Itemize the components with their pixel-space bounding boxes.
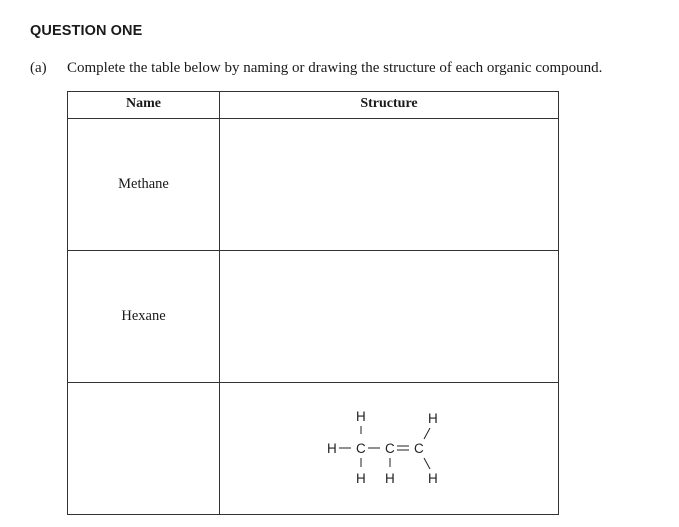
bond-h-c3-top [424, 428, 430, 439]
question-heading: QUESTION ONE [30, 23, 143, 39]
atom-h-bottom-2: H [385, 471, 395, 486]
atom-c3: C [414, 441, 424, 456]
column-divider [219, 91, 220, 515]
row-divider-2 [67, 382, 559, 383]
instruction-text: Complete the table below by naming or drawing the structure of each organic compound. [67, 60, 603, 76]
column-header-structure: Structure [360, 96, 418, 111]
part-label: (a) [30, 60, 47, 76]
compound-table [67, 91, 559, 515]
row-2-name: Hexane [121, 308, 166, 324]
column-header-name: Name [126, 96, 161, 111]
atom-h-bottom-3: H [428, 471, 438, 486]
atom-h-left: H [327, 441, 337, 456]
header-divider [67, 118, 559, 119]
atom-h-top: H [356, 409, 366, 424]
question-instruction-line [30, 60, 602, 77]
atom-h-bottom-1: H [356, 471, 366, 486]
structural-formula [320, 402, 460, 492]
atom-h-top-right: H [428, 411, 438, 426]
atom-c1: C [356, 441, 366, 456]
row-1-name: Methane [118, 176, 169, 192]
bond-c3-h-bottom [424, 458, 430, 469]
atom-c2: C [385, 441, 395, 456]
row-divider-1 [67, 250, 559, 251]
